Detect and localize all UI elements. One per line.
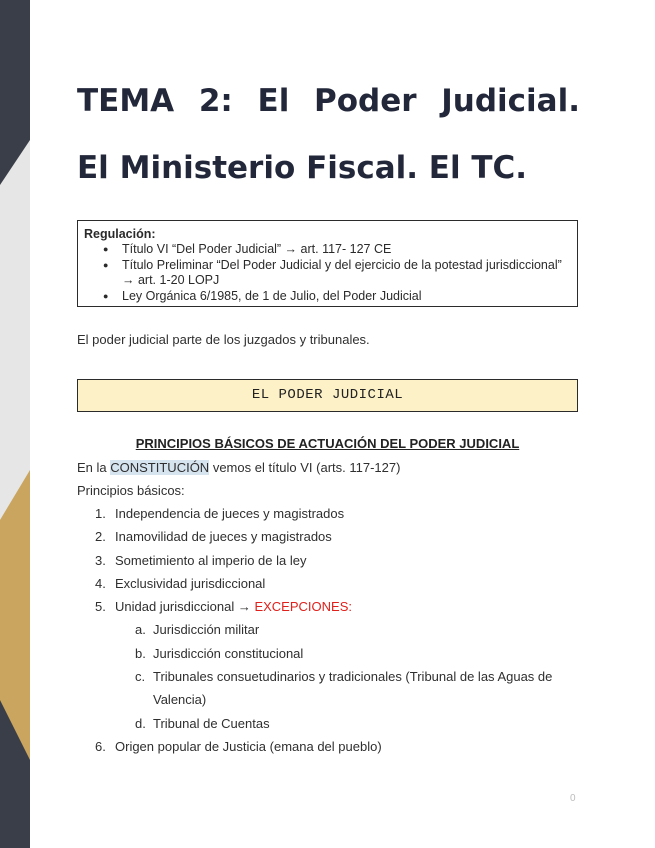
list-letter: d. — [135, 715, 146, 731]
regulation-item: ● Ley Orgánica 6/1985, de 1 de Julio, del Poder Judicial — [122, 289, 569, 305]
list-item — [115, 618, 580, 641]
regulation-heading: Regulación: — [84, 227, 156, 241]
exceptions-list — [115, 618, 580, 734]
list-item — [115, 712, 580, 735]
list-item-text: Jurisdicción militar — [153, 622, 260, 638]
list-letter: c. — [135, 669, 146, 685]
section-title: EL PODER JUDICIAL — [251, 387, 404, 403]
list-item — [115, 642, 580, 665]
regulation-list — [84, 242, 569, 304]
list-letter: a. — [135, 622, 146, 638]
list-number: 1. — [95, 506, 106, 521]
list-item-text: Independencia de jueces y magistrados — [115, 506, 345, 521]
exceptions-label: EXCEPCIONES — [254, 599, 349, 615]
list-item-text: Tribunal de Cuentas — [153, 715, 270, 731]
document-title-line-1: TEMA 2: El Poder Judicial. — [77, 83, 580, 119]
list-item-text: Sometimiento al imperio de la ley — [115, 552, 307, 568]
document-title-line-2: El Ministerio Fiscal. El TC. — [77, 150, 528, 186]
list-number: 6. — [95, 738, 106, 754]
list-number: 2. — [95, 529, 106, 545]
intro-paragraph: El poder judicial parte de los juzgados y tribunales. — [77, 332, 370, 347]
list-item — [115, 665, 580, 712]
list-item-text: Inamovilidad de jueces y magistrados — [115, 529, 332, 545]
list-letter: b. — [135, 645, 146, 661]
constitution-line — [77, 460, 400, 475]
list-item-text: Tribunales consuetudinarios y tradicionales (Tribunal de las Aguas de Valencia) — [153, 669, 553, 708]
list-item — [77, 525, 580, 548]
list-item — [77, 735, 580, 758]
list-number: 3. — [95, 552, 106, 568]
principles-list — [77, 502, 580, 758]
principles-subheading: PRINCIPIOS BÁSICOS DE ACTUACIÓN DEL PODER JUDICIAL — [135, 436, 520, 451]
exceptions-colon: : — [348, 599, 352, 615]
list-item — [77, 502, 580, 525]
list-item-text: Unidad jurisdiccional → — [115, 599, 255, 615]
list-number: 4. — [95, 575, 106, 591]
list-number: 5. — [95, 599, 106, 615]
list-item — [77, 549, 580, 572]
list-item-text: Origen popular de Justicia (emana del pueblo) — [115, 738, 382, 754]
list-item — [77, 572, 580, 595]
regulation-item: ● Título VI “Del Poder Judicial” → art. 117- 127 CE — [122, 242, 569, 258]
list-item — [77, 595, 580, 735]
constitution-line-after: vemos el título VI (arts. 117-127) — [209, 460, 401, 475]
principles-label: Principios básicos: — [77, 483, 185, 498]
sidebar-decoration — [0, 0, 30, 848]
page-number: 0 — [570, 793, 576, 804]
regulation-item: ● Título Preliminar “Del Poder Judicial y del ejercicio de la potestad jurisdiccional” → art. 1-20 LOPJ — [122, 258, 569, 289]
constitution-highlight: CONSTITUCIÓN — [110, 460, 210, 475]
list-item-text: Exclusividad jurisdiccional — [115, 575, 266, 591]
regulation-box — [77, 220, 578, 307]
list-item-text: Jurisdicción constitucional — [153, 645, 304, 661]
constitution-line-before: En la — [77, 460, 111, 475]
section-title-box — [77, 379, 578, 412]
